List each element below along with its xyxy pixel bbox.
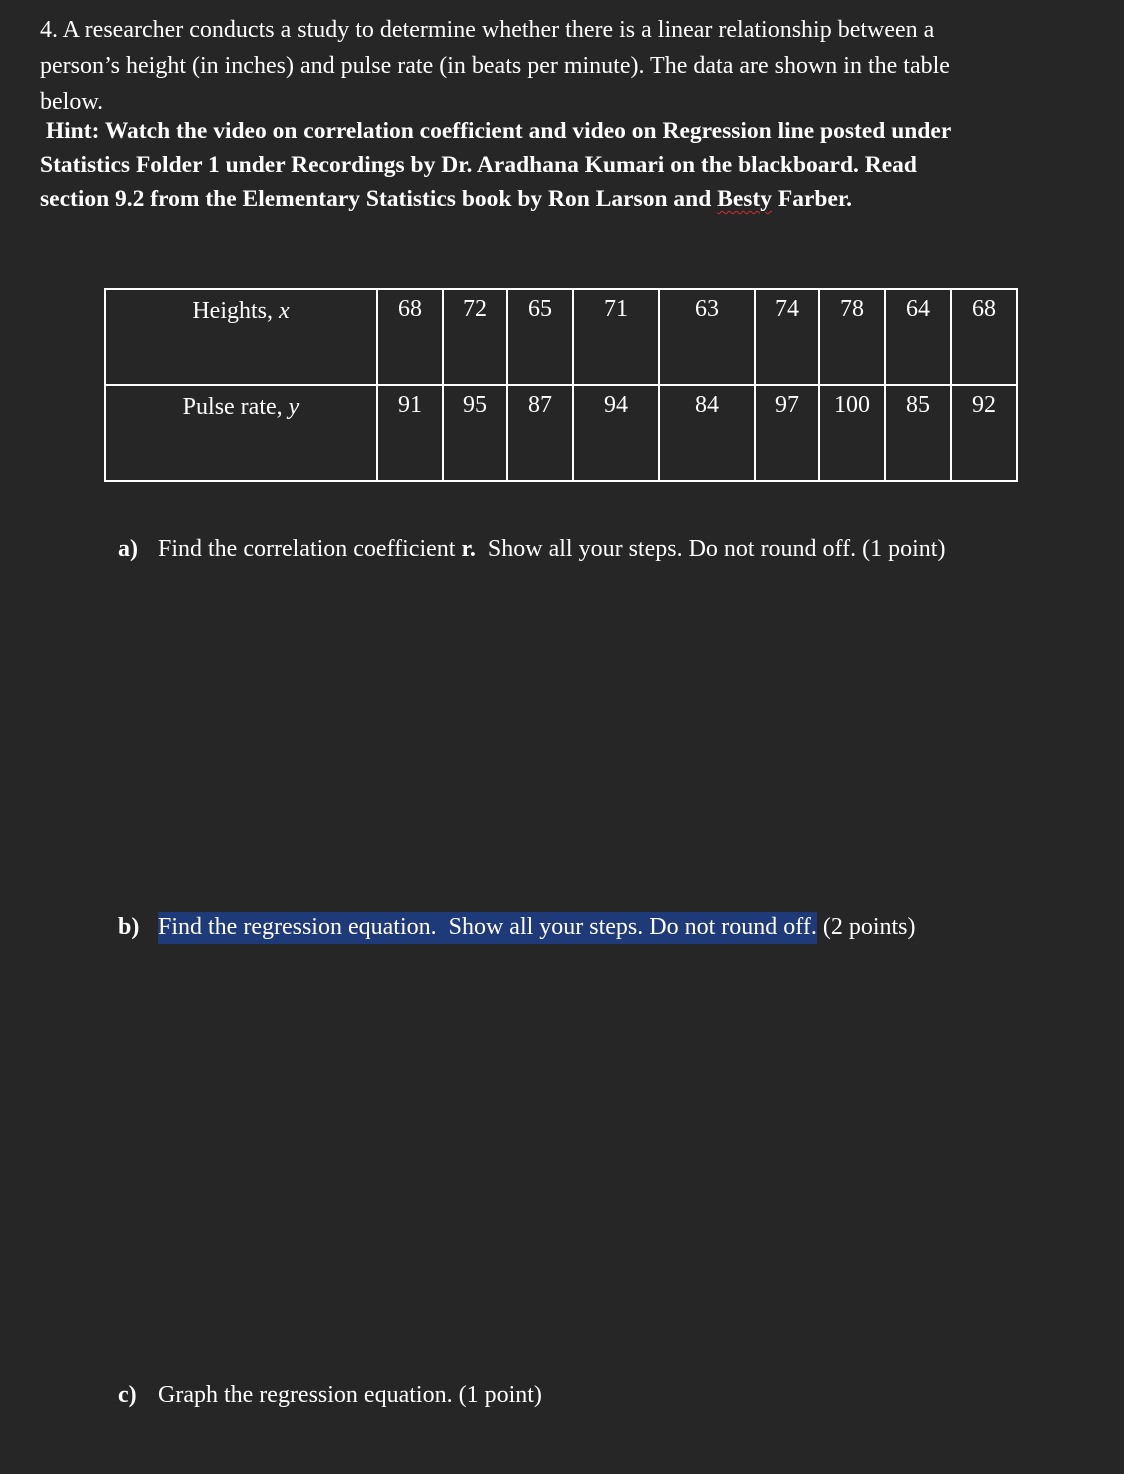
- height-value: 68: [377, 289, 443, 385]
- intro-line-1: 4. A researcher conducts a study to determine whether there is a linear relationship between a: [40, 17, 935, 43]
- question-b: [118, 914, 916, 941]
- question-a-tag: a): [118, 536, 138, 562]
- pulse-rate-label: Pulse rate, y: [105, 385, 377, 481]
- question-a-r: r.: [461, 536, 476, 562]
- data-table: [104, 288, 1018, 482]
- hint-line-1: Hint: Watch the video on correlation coefficient and video on Regression line posted under: [40, 118, 952, 144]
- intro-line-2: person’s height (in inches) and pulse rate (in beats per minute). The data are shown in the table: [40, 53, 950, 79]
- pulse-rate-row: [105, 385, 1017, 481]
- heights-row: [105, 289, 1017, 385]
- height-value: 72: [443, 289, 507, 385]
- question-a-text: Find the correlation coefficient: [158, 536, 462, 562]
- height-value: 68: [951, 289, 1017, 385]
- hint-line-3-start: section 9.2 from the Elementary Statistics book by Ron Larson and: [40, 186, 718, 212]
- heights-label: Heights, x: [105, 289, 377, 385]
- pulse-value: 85: [885, 385, 951, 481]
- pulse-value: 100: [819, 385, 885, 481]
- pulse-value: 94: [573, 385, 659, 481]
- intro-line-3: below.: [40, 89, 104, 115]
- height-value: 65: [507, 289, 573, 385]
- pulse-value: 91: [377, 385, 443, 481]
- pulse-value: 84: [659, 385, 755, 481]
- question-a: [118, 536, 945, 563]
- spellcheck-flagged-word[interactable]: Besty: [717, 186, 772, 212]
- pulse-value: 97: [755, 385, 819, 481]
- hint-paragraph: [40, 114, 1100, 216]
- question-intro: [40, 12, 1100, 120]
- question-c: [118, 1382, 542, 1409]
- height-value: 71: [573, 289, 659, 385]
- pulse-value: 95: [443, 385, 507, 481]
- question-a-instructions: Show all your steps. Do not round off. (1 point): [475, 536, 946, 562]
- question-c-text: Graph the regression equation. (1 point): [158, 1382, 542, 1408]
- question-b-points: (2 points): [816, 914, 916, 940]
- hint-line-2: Statistics Folder 1 under Recordings by Dr. Aradhana Kumari on the blackboard. Read: [40, 152, 917, 178]
- pulse-value: 87: [507, 385, 573, 481]
- question-b-selected-text[interactable]: Find the regression equation. Show all your steps. Do not round off.: [158, 912, 817, 944]
- hint-line-3: [40, 182, 1100, 216]
- pulse-value: 92: [951, 385, 1017, 481]
- question-b-tag: b): [118, 914, 140, 940]
- question-c-tag: c): [118, 1382, 137, 1408]
- hint-line-3-end: Farber.: [772, 186, 853, 212]
- height-value: 74: [755, 289, 819, 385]
- height-value: 64: [885, 289, 951, 385]
- height-value: 78: [819, 289, 885, 385]
- height-value: 63: [659, 289, 755, 385]
